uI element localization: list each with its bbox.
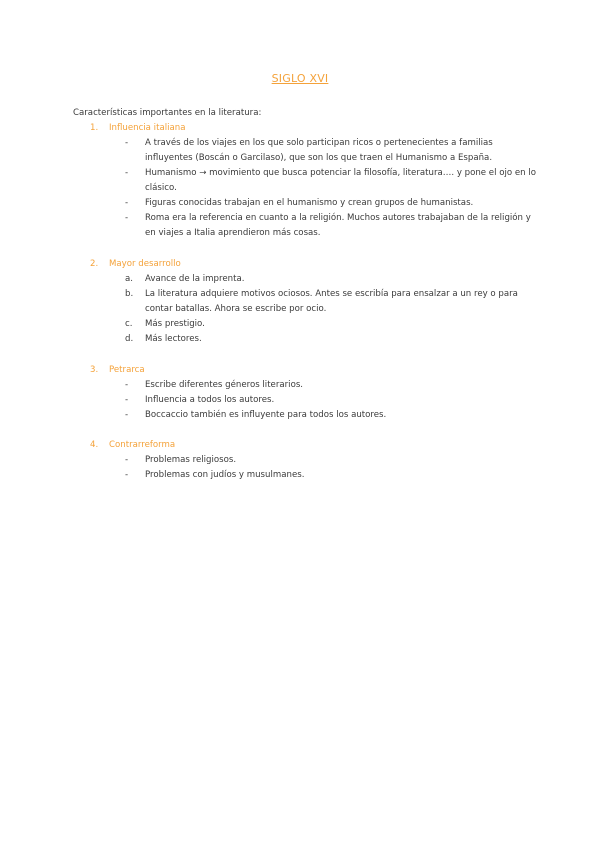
list-item bbox=[90, 166, 540, 196]
section-contrarreforma bbox=[90, 438, 540, 483]
list-item-text: Roma era la referencia en cuanto a la religión. Muchos autores trabajaban de la religión y en viajes a Italia aprendieron más cosas. bbox=[145, 213, 531, 238]
section-heading-text: Mayor desarrollo bbox=[109, 259, 181, 269]
section-heading bbox=[90, 121, 540, 136]
bullet-list bbox=[90, 136, 540, 241]
list-marker: b. bbox=[125, 289, 134, 299]
list-item bbox=[90, 332, 540, 347]
list-item-text: Humanismo → movimiento que busca potenciar la filosofía, literatura…. y pone el ojo en lo clásico. bbox=[145, 168, 536, 193]
list-item bbox=[90, 317, 540, 332]
list-item bbox=[90, 196, 540, 211]
list-marker: - bbox=[125, 395, 129, 405]
section-heading bbox=[90, 257, 540, 272]
list-marker: - bbox=[125, 470, 129, 480]
list-item-text: La literatura adquiere motivos ociosos. Antes se escribía para ensalzar a un rey o para contar batallas. Ahora se escribe por ocio. bbox=[145, 289, 518, 314]
list-item bbox=[90, 453, 540, 468]
section-heading-text: Influencia italiana bbox=[109, 123, 186, 133]
list-item-text: Problemas religiosos. bbox=[145, 455, 237, 465]
section-number: 4. bbox=[90, 440, 99, 450]
section-mayor-desarrollo bbox=[90, 257, 540, 347]
list-item-text: Avance de la imprenta. bbox=[145, 274, 245, 284]
page-title: SIGLO XVI bbox=[271, 72, 329, 85]
list-item bbox=[90, 136, 540, 166]
list-marker: - bbox=[125, 138, 129, 148]
list-item-text: Figuras conocidas trabajan en el humanismo y crean grupos de humanistas. bbox=[145, 198, 474, 208]
list-marker: - bbox=[125, 410, 129, 420]
list-item-text: Más prestigio. bbox=[145, 319, 205, 329]
list-item-text: Influencia a todos los autores. bbox=[145, 395, 275, 405]
list-item-text: Más lectores. bbox=[145, 334, 202, 344]
list-item-text: Problemas con judíos y musulmanes. bbox=[145, 470, 305, 480]
list-item bbox=[90, 272, 540, 287]
list-item bbox=[90, 468, 540, 483]
section-heading-text: Contrarreforma bbox=[109, 440, 176, 450]
list-marker: - bbox=[125, 213, 129, 223]
list-marker: - bbox=[125, 198, 129, 208]
list-item bbox=[90, 378, 540, 393]
list-item-text: Escribe diferentes géneros literarios. bbox=[145, 380, 304, 390]
section-number: 3. bbox=[90, 365, 99, 375]
list-item bbox=[90, 287, 540, 317]
bullet-list bbox=[90, 453, 540, 483]
section-heading-text: Petrarca bbox=[109, 365, 145, 375]
list-marker: - bbox=[125, 168, 129, 178]
section-heading bbox=[90, 438, 540, 453]
list-marker: a. bbox=[125, 274, 133, 284]
intro-text: Características importantes en la literatura: bbox=[73, 108, 262, 118]
section-number: 1. bbox=[90, 123, 99, 133]
bullet-list bbox=[90, 378, 540, 423]
list-item-text: Boccaccio también es influyente para todos los autores. bbox=[145, 410, 387, 420]
section-heading bbox=[90, 363, 540, 378]
section-influencia-italiana bbox=[90, 121, 540, 241]
list-marker: d. bbox=[125, 334, 134, 344]
list-item-text: A través de los viajes en los que solo participan ricos o pertenecientes a familias influyentes (Boscán o Garcilaso), que son los que traen el Humanismo a España. bbox=[145, 138, 493, 163]
list-marker: - bbox=[125, 380, 129, 390]
list-item bbox=[90, 211, 540, 241]
section-number: 2. bbox=[90, 259, 99, 269]
list-marker: c. bbox=[125, 319, 133, 329]
list-marker: - bbox=[125, 455, 129, 465]
section-petrarca bbox=[90, 363, 540, 423]
lettered-list bbox=[90, 272, 540, 347]
list-item bbox=[90, 393, 540, 408]
list-item bbox=[90, 408, 540, 423]
